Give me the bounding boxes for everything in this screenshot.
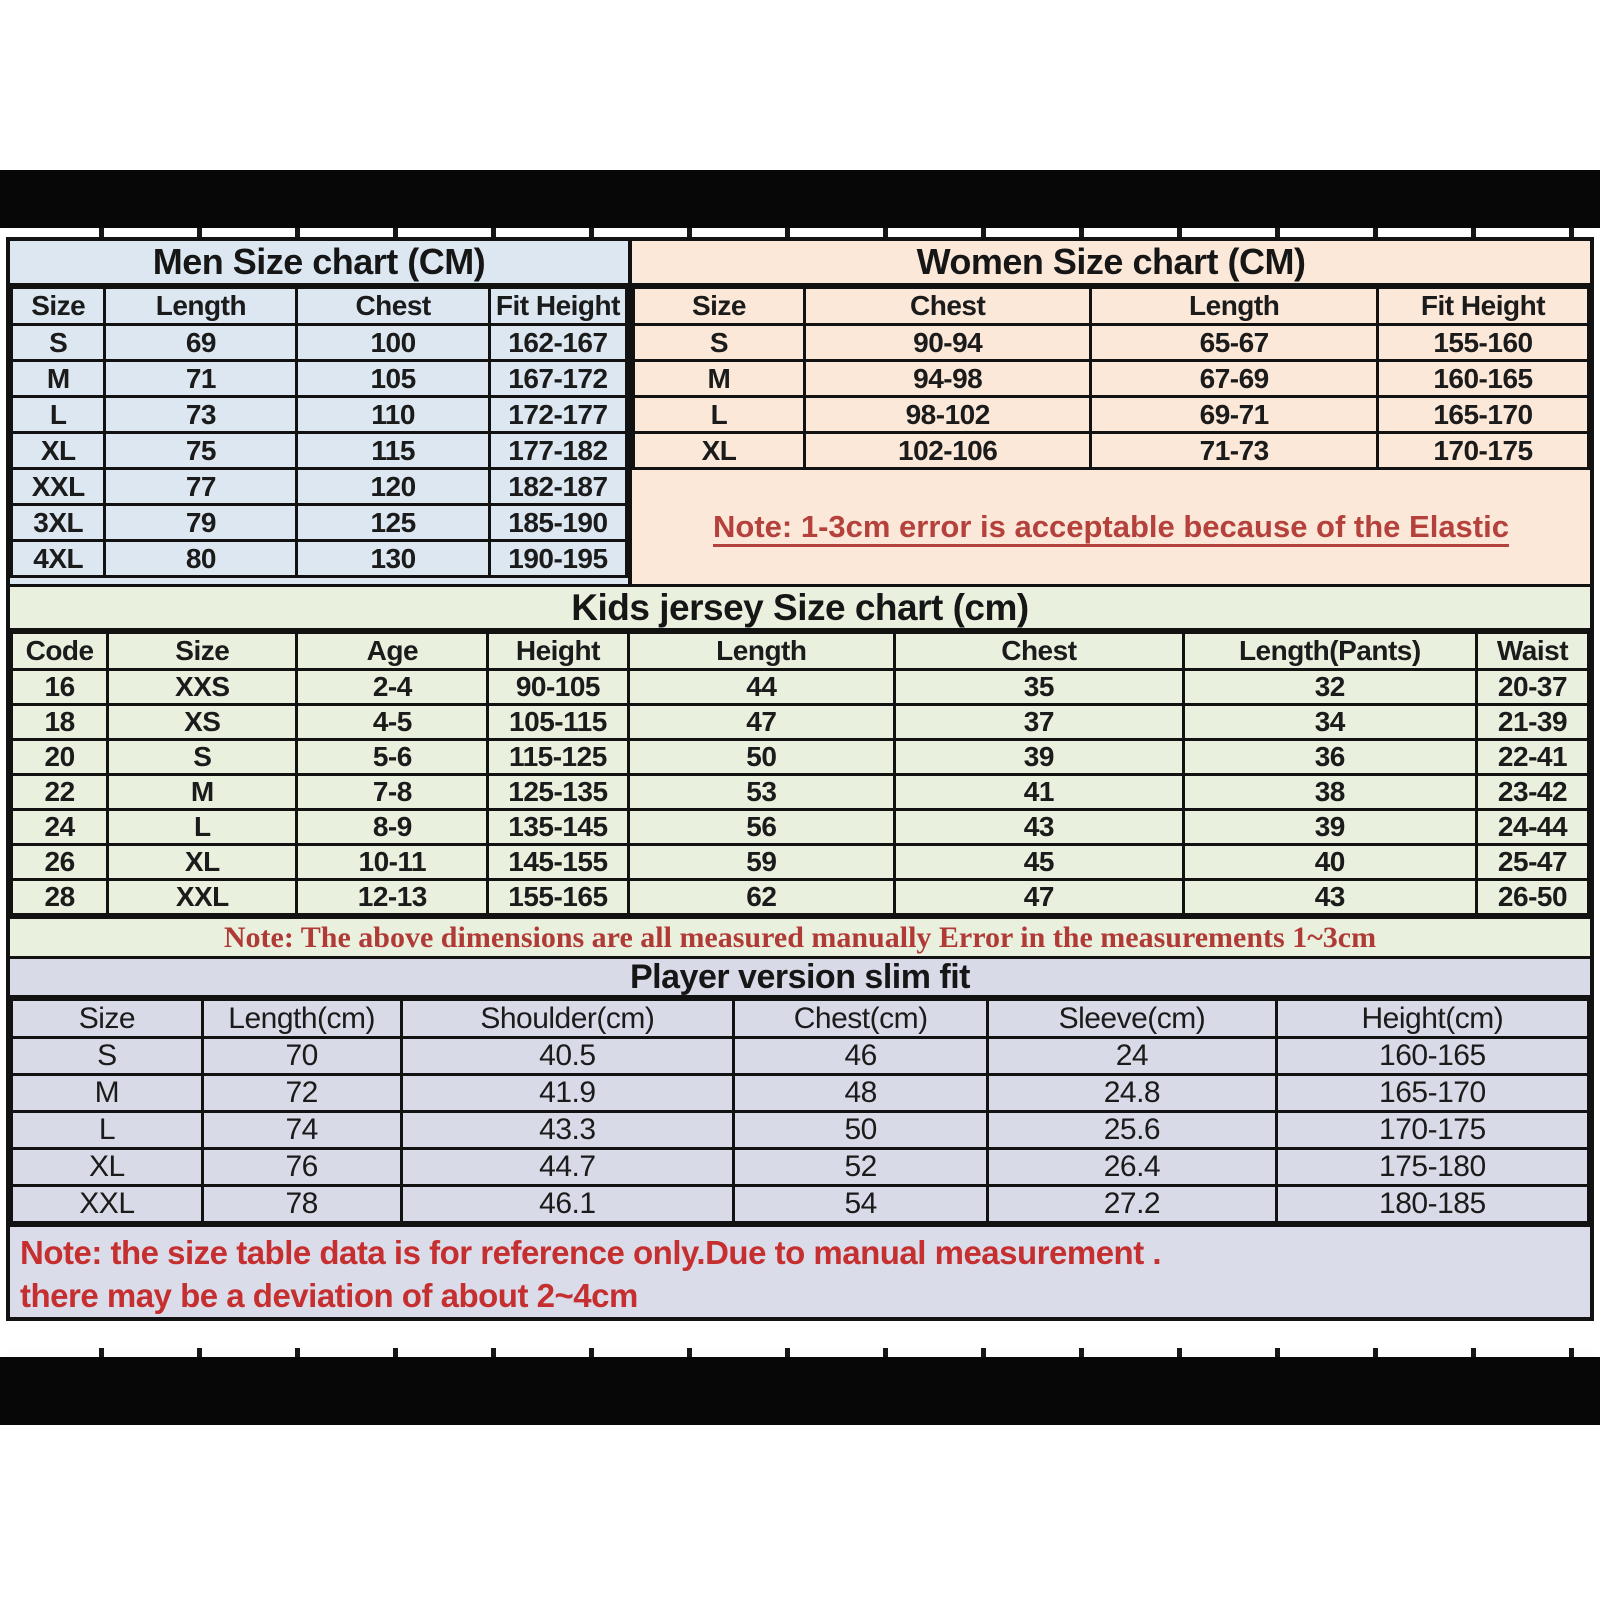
table-cell: 22	[12, 775, 108, 810]
table-cell: 110	[297, 397, 489, 433]
table-cell: S	[108, 740, 297, 775]
table-row	[12, 1112, 1589, 1149]
table-row	[12, 1038, 1589, 1075]
women-size-table	[632, 286, 1590, 470]
column-header: Chest	[895, 633, 1184, 670]
table-cell: 45	[895, 845, 1184, 880]
column-header: Fit Height	[1377, 288, 1588, 325]
table-cell: 162-167	[489, 325, 626, 361]
table-row	[12, 361, 627, 397]
table-cell: 20-37	[1476, 670, 1588, 705]
table-cell: L	[634, 397, 805, 433]
table-cell: 41	[895, 775, 1184, 810]
table-cell: 44	[628, 670, 895, 705]
table-cell: 26-50	[1476, 880, 1588, 915]
table-cell: 175-180	[1276, 1149, 1588, 1186]
column-header: Code	[12, 633, 108, 670]
table-row	[12, 845, 1589, 880]
table-row	[12, 1075, 1589, 1112]
table-cell: XL	[634, 433, 805, 469]
table-cell: 41.9	[401, 1075, 734, 1112]
table-cell: XS	[108, 705, 297, 740]
spreadsheet-row-remnant-top	[6, 228, 1594, 237]
table-cell: 47	[895, 880, 1184, 915]
table-cell: 125	[297, 505, 489, 541]
table-cell: 167-172	[489, 361, 626, 397]
header-row	[12, 288, 627, 325]
column-header: Height(cm)	[1276, 1000, 1588, 1038]
table-row	[12, 433, 627, 469]
table-cell: 65-67	[1091, 325, 1378, 361]
table-cell: 190-195	[489, 541, 626, 577]
player-version-section	[10, 959, 1590, 1224]
table-cell: 77	[105, 469, 297, 505]
table-cell: 24	[988, 1038, 1277, 1075]
table-row	[634, 325, 1589, 361]
table-cell: 12-13	[297, 880, 488, 915]
table-cell: 76	[202, 1149, 401, 1186]
table-cell: 52	[734, 1149, 988, 1186]
table-cell: 34	[1183, 705, 1476, 740]
table-cell: 40.5	[401, 1038, 734, 1075]
column-header: Size	[634, 288, 805, 325]
table-cell: 94-98	[804, 361, 1091, 397]
table-cell: 50	[734, 1112, 988, 1149]
table-cell: 2-4	[297, 670, 488, 705]
header-row	[12, 1000, 1589, 1038]
column-header: Shoulder(cm)	[401, 1000, 734, 1038]
table-row	[12, 505, 627, 541]
table-row	[12, 775, 1589, 810]
table-cell: XL	[12, 1149, 203, 1186]
column-header: Size	[12, 1000, 203, 1038]
table-cell: 50	[628, 740, 895, 775]
table-cell: 72	[202, 1075, 401, 1112]
table-cell: 8-9	[297, 810, 488, 845]
table-cell: 18	[12, 705, 108, 740]
table-cell: S	[634, 325, 805, 361]
table-cell: 43	[895, 810, 1184, 845]
table-cell: 160-165	[1377, 361, 1588, 397]
table-cell: 48	[734, 1075, 988, 1112]
table-cell: 5-6	[297, 740, 488, 775]
spreadsheet-row-remnant-bottom	[6, 1348, 1594, 1357]
table-cell: 170-175	[1377, 433, 1588, 469]
letterbox-bar-top	[0, 170, 1600, 228]
table-cell: 56	[628, 810, 895, 845]
player-version-table	[10, 998, 1590, 1224]
table-cell: 38	[1183, 775, 1476, 810]
table-cell: 26.4	[988, 1149, 1277, 1186]
table-row	[12, 810, 1589, 845]
table-cell: 32	[1183, 670, 1476, 705]
table-cell: 39	[1183, 810, 1476, 845]
table-row	[12, 1186, 1589, 1223]
table-cell: 53	[628, 775, 895, 810]
table-cell: XXL	[12, 469, 105, 505]
table-cell: 165-170	[1377, 397, 1588, 433]
table-cell: L	[12, 397, 105, 433]
table-cell: 47	[628, 705, 895, 740]
size-chart-sheet	[6, 237, 1594, 1321]
table-row	[12, 880, 1589, 915]
table-cell: 90-94	[804, 325, 1091, 361]
table-cell: 105	[297, 361, 489, 397]
women-elastic-note: Note: 1-3cm error is acceptable because of the Elastic	[713, 509, 1509, 544]
table-cell: 62	[628, 880, 895, 915]
column-header: Height	[488, 633, 628, 670]
table-cell: 69	[105, 325, 297, 361]
table-cell: L	[108, 810, 297, 845]
table-cell: 43.3	[401, 1112, 734, 1149]
kids-measurement-note: Note: The above dimensions are all measured manually Error in the measurements 1~3cm	[10, 916, 1590, 956]
table-cell: M	[108, 775, 297, 810]
table-cell: 75	[105, 433, 297, 469]
table-cell: S	[12, 1038, 203, 1075]
table-cell: L	[12, 1112, 203, 1149]
disclaimer-line-2: there may be a deviation of about 2~4cm	[20, 1277, 638, 1314]
table-cell: 70	[202, 1038, 401, 1075]
table-cell: 90-105	[488, 670, 628, 705]
table-cell: 24.8	[988, 1075, 1277, 1112]
table-cell: 115	[297, 433, 489, 469]
table-cell: 36	[1183, 740, 1476, 775]
column-header: Length(cm)	[202, 1000, 401, 1038]
table-cell: 54	[734, 1186, 988, 1223]
table-cell: 180-185	[1276, 1186, 1588, 1223]
reference-disclaimer-note	[10, 1224, 1590, 1317]
column-header: Size	[12, 288, 105, 325]
table-cell: 155-160	[1377, 325, 1588, 361]
adult-size-charts-row	[10, 241, 1590, 587]
table-cell: 4XL	[12, 541, 105, 577]
table-cell: 177-182	[489, 433, 626, 469]
table-cell: 120	[297, 469, 489, 505]
table-row	[12, 325, 627, 361]
table-cell: S	[12, 325, 105, 361]
table-cell: 69-71	[1091, 397, 1378, 433]
table-cell: 24-44	[1476, 810, 1588, 845]
table-cell: 44.7	[401, 1149, 734, 1186]
table-cell: 37	[895, 705, 1184, 740]
table-cell: 145-155	[488, 845, 628, 880]
table-row	[12, 1149, 1589, 1186]
table-cell: 35	[895, 670, 1184, 705]
table-cell: 39	[895, 740, 1184, 775]
table-cell: 74	[202, 1112, 401, 1149]
table-cell: 27.2	[988, 1186, 1277, 1223]
table-cell: 59	[628, 845, 895, 880]
column-header: Length	[105, 288, 297, 325]
table-cell: 170-175	[1276, 1112, 1588, 1149]
table-cell: 26	[12, 845, 108, 880]
table-row	[12, 397, 627, 433]
men-table-title: Men Size chart (CM)	[10, 241, 628, 286]
table-row	[12, 541, 627, 577]
table-cell: 115-125	[488, 740, 628, 775]
table-cell: 78	[202, 1186, 401, 1223]
player-table-title: Player version slim fit	[10, 959, 1590, 998]
table-cell: 105-115	[488, 705, 628, 740]
column-header: Length	[1091, 288, 1378, 325]
table-cell: 46	[734, 1038, 988, 1075]
table-cell: 20	[12, 740, 108, 775]
table-cell: 80	[105, 541, 297, 577]
table-cell: 46.1	[401, 1186, 734, 1223]
table-row	[12, 670, 1589, 705]
women-table-title: Women Size chart (CM)	[632, 241, 1590, 286]
table-cell: 100	[297, 325, 489, 361]
table-cell: XL	[12, 433, 105, 469]
column-header: Waist	[1476, 633, 1588, 670]
table-cell: XL	[108, 845, 297, 880]
table-cell: 185-190	[489, 505, 626, 541]
column-header: Age	[297, 633, 488, 670]
disclaimer-line-1: Note: the size table data is for reference only.Due to manual measurement .	[20, 1234, 1162, 1271]
table-cell: 67-69	[1091, 361, 1378, 397]
table-row	[12, 740, 1589, 775]
table-cell: 135-145	[488, 810, 628, 845]
men-size-table	[10, 286, 628, 578]
table-row	[12, 469, 627, 505]
table-cell: 16	[12, 670, 108, 705]
table-cell: XXL	[108, 880, 297, 915]
table-cell: 172-177	[489, 397, 626, 433]
table-row	[12, 705, 1589, 740]
table-cell: 10-11	[297, 845, 488, 880]
table-cell: M	[12, 361, 105, 397]
column-header: Length(Pants)	[1183, 633, 1476, 670]
column-header: Chest	[804, 288, 1091, 325]
column-header: Sleeve(cm)	[988, 1000, 1277, 1038]
table-cell: 40	[1183, 845, 1476, 880]
table-cell: 155-165	[488, 880, 628, 915]
table-cell: 28	[12, 880, 108, 915]
table-cell: 73	[105, 397, 297, 433]
table-cell: 98-102	[804, 397, 1091, 433]
column-header: Chest	[297, 288, 489, 325]
table-cell: 25.6	[988, 1112, 1277, 1149]
table-cell: 125-135	[488, 775, 628, 810]
table-row	[634, 433, 1589, 469]
kids-size-table	[10, 631, 1590, 916]
table-cell: 130	[297, 541, 489, 577]
table-cell: 165-170	[1276, 1075, 1588, 1112]
table-cell: 21-39	[1476, 705, 1588, 740]
header-row	[12, 633, 1589, 670]
kids-table-title: Kids jersey Size chart (cm)	[10, 587, 1590, 631]
table-cell: 71-73	[1091, 433, 1378, 469]
header-row	[634, 288, 1589, 325]
table-cell: 71	[105, 361, 297, 397]
table-cell: XXL	[12, 1186, 203, 1223]
table-cell: 25-47	[1476, 845, 1588, 880]
kids-size-chart-section	[10, 587, 1590, 959]
table-cell: 160-165	[1276, 1038, 1588, 1075]
table-cell: XXS	[108, 670, 297, 705]
table-cell: 7-8	[297, 775, 488, 810]
table-cell: 43	[1183, 880, 1476, 915]
women-size-chart-section	[632, 241, 1590, 584]
table-cell: 182-187	[489, 469, 626, 505]
table-cell: 24	[12, 810, 108, 845]
table-cell: 79	[105, 505, 297, 541]
men-size-chart-section	[10, 241, 632, 584]
column-header: Length	[628, 633, 895, 670]
letterbox-bar-bottom	[0, 1357, 1600, 1425]
column-header: Chest(cm)	[734, 1000, 988, 1038]
table-cell: 4-5	[297, 705, 488, 740]
table-cell: 23-42	[1476, 775, 1588, 810]
column-header: Size	[108, 633, 297, 670]
table-cell: 22-41	[1476, 740, 1588, 775]
table-row	[634, 361, 1589, 397]
table-cell: M	[634, 361, 805, 397]
table-cell: 102-106	[804, 433, 1091, 469]
column-header: Fit Height	[489, 288, 626, 325]
table-row	[634, 397, 1589, 433]
table-cell: 3XL	[12, 505, 105, 541]
table-cell: M	[12, 1075, 203, 1112]
